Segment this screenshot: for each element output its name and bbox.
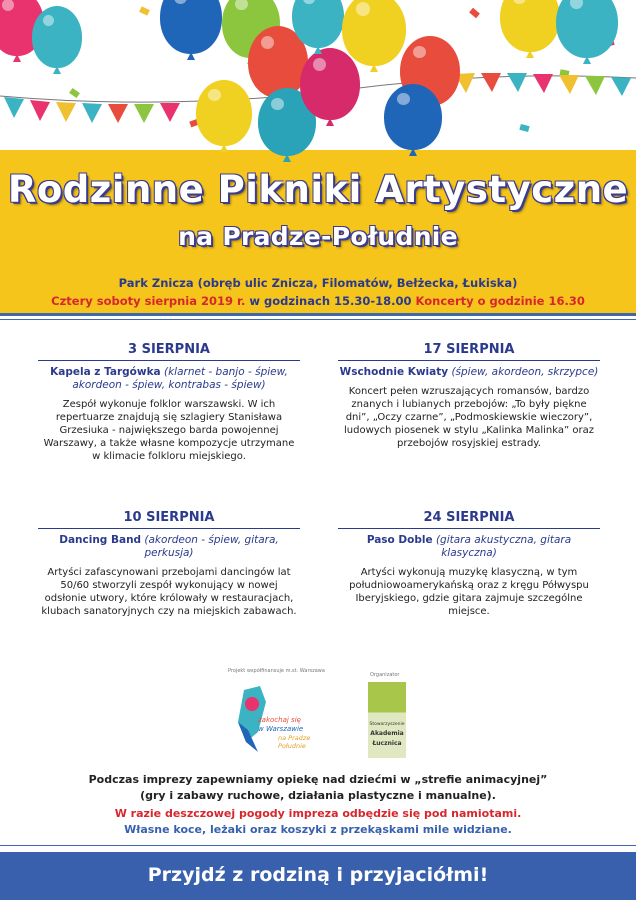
event-band	[338, 534, 600, 560]
event-block-2	[338, 342, 600, 450]
dates-part-saturdays: Cztery soboty sierpnia 2019 r.	[51, 294, 246, 308]
main-subtitle: na Pradze-Południe	[178, 222, 458, 251]
balloon-area	[0, 0, 636, 150]
logo-text-love: zakochaj się	[258, 716, 301, 724]
band-instruments: (gitara akustyczna, gitara klasyczna)	[435, 534, 572, 559]
event-block-1	[38, 342, 300, 463]
organizer-text-2: Akademia	[370, 730, 404, 737]
footer-rain-notice: W razie deszczowej pogody impreza odbędzie się pod namiotami.	[114, 807, 522, 820]
footer-activities: (gry i zabawy ruchowe, działania plastyczne i manualne).	[140, 789, 496, 802]
organizer-logo	[368, 682, 406, 758]
balloon	[300, 48, 360, 120]
main-title: Rodzinne Pikniki Artystyczne	[7, 168, 629, 211]
band-name: Paso Doble	[366, 534, 433, 546]
band-name: Wschodnie Kwiaty	[339, 366, 449, 378]
dates-part-hours: w godzinach 15.30-18.00	[245, 294, 416, 308]
event-date: 3 SIERPNIA	[38, 342, 300, 361]
balloon	[384, 84, 442, 150]
event-date: 10 SIERPNIA	[38, 510, 300, 529]
bottom-banner-text: Przyjdź z rodziną i przyjaciółmi!	[147, 864, 489, 886]
organizer-caption: Organizator	[370, 672, 400, 678]
sponsor-logos	[220, 668, 420, 758]
band-name: Kapela z Targówka	[50, 366, 161, 378]
event-description: Artyści wykonują muzykę klasyczną, w tym południowoamerykańską oraz z kręgu Półwyspu Iberyjskiego, gdzie gitara zajmuje szczególne miejsce.	[349, 567, 589, 617]
balloon	[32, 6, 82, 68]
event-description: Artyści zafascynowani przebojami dancingów lat 50/60 stworzyli zespół wykonujący w nowej odsłonie utwory, które królowały w restauracjach, klubach sanatoryjnych czy na miejskich zabawach.	[41, 567, 297, 617]
footer-bring-notice: Własne koce, leżaki oraz koszyki z przekąskami mile widziane.	[124, 823, 512, 836]
event-block-3	[38, 510, 300, 618]
dates-text	[0, 294, 636, 308]
hero-banner	[0, 0, 636, 313]
organizer-text-3: Łucznica	[372, 740, 402, 747]
separator-line	[0, 313, 636, 316]
event-description: Koncert pełen wzruszających romansów, bardzo znanych i lubianych przebojów: „To były piękne dni”, „Oczy czarne”, „Podmoskiewskie wieczory”, ludowych piosenek w stylu „Kalinka Malinka” oraz przebojów rosyjskiej estrady.	[344, 386, 594, 449]
separator-line	[0, 845, 636, 846]
venue-text: Park Znicza (obręb ulic Znicza, Filomatów, Bełżecka, Łukiska)	[118, 276, 518, 290]
logo-text-district: na Pradze Południe	[278, 734, 311, 750]
event-band	[38, 534, 300, 560]
dates-part-concerts: Koncerty o godzinie 16.30	[415, 294, 585, 308]
balloon	[196, 80, 252, 146]
band-instruments: (akordeon - śpiew, gitara, perkusja)	[144, 534, 279, 559]
sponsor-caption: Projekt współfinansuje m.st. Warszawa	[228, 668, 325, 674]
separator-line	[0, 319, 636, 320]
event-block-4	[338, 510, 600, 618]
band-instruments: (śpiew, akordeon, skrzypce)	[451, 366, 599, 378]
balloon	[342, 0, 406, 66]
logo-text-warsaw: w Warszawie	[258, 725, 304, 733]
event-date: 17 SIERPNIA	[338, 342, 600, 361]
band-name: Dancing Band	[59, 534, 142, 546]
footer-childcare: Podczas imprezy zapewniamy opiekę nad dziećmi w „strefie animacyjnej”	[88, 773, 548, 786]
band-instruments: (klarnet - banjo - śpiew, akordeon - śpiew, kontrabas - śpiew)	[72, 366, 288, 391]
event-band	[338, 366, 600, 379]
event-description: Zespół wykonuje folklor warszawski. W ich repertuarze znajdują się szlagiery Stanisława Grzesiuka - największego barda powojennej Warszawy, a także własne kompozycje utrzymane w klimacie folkloru miejskiego.	[43, 399, 295, 462]
organizer-text-1: Stowarzyszenie	[369, 722, 405, 727]
event-band	[38, 366, 300, 392]
event-date: 24 SIERPNIA	[338, 510, 600, 529]
